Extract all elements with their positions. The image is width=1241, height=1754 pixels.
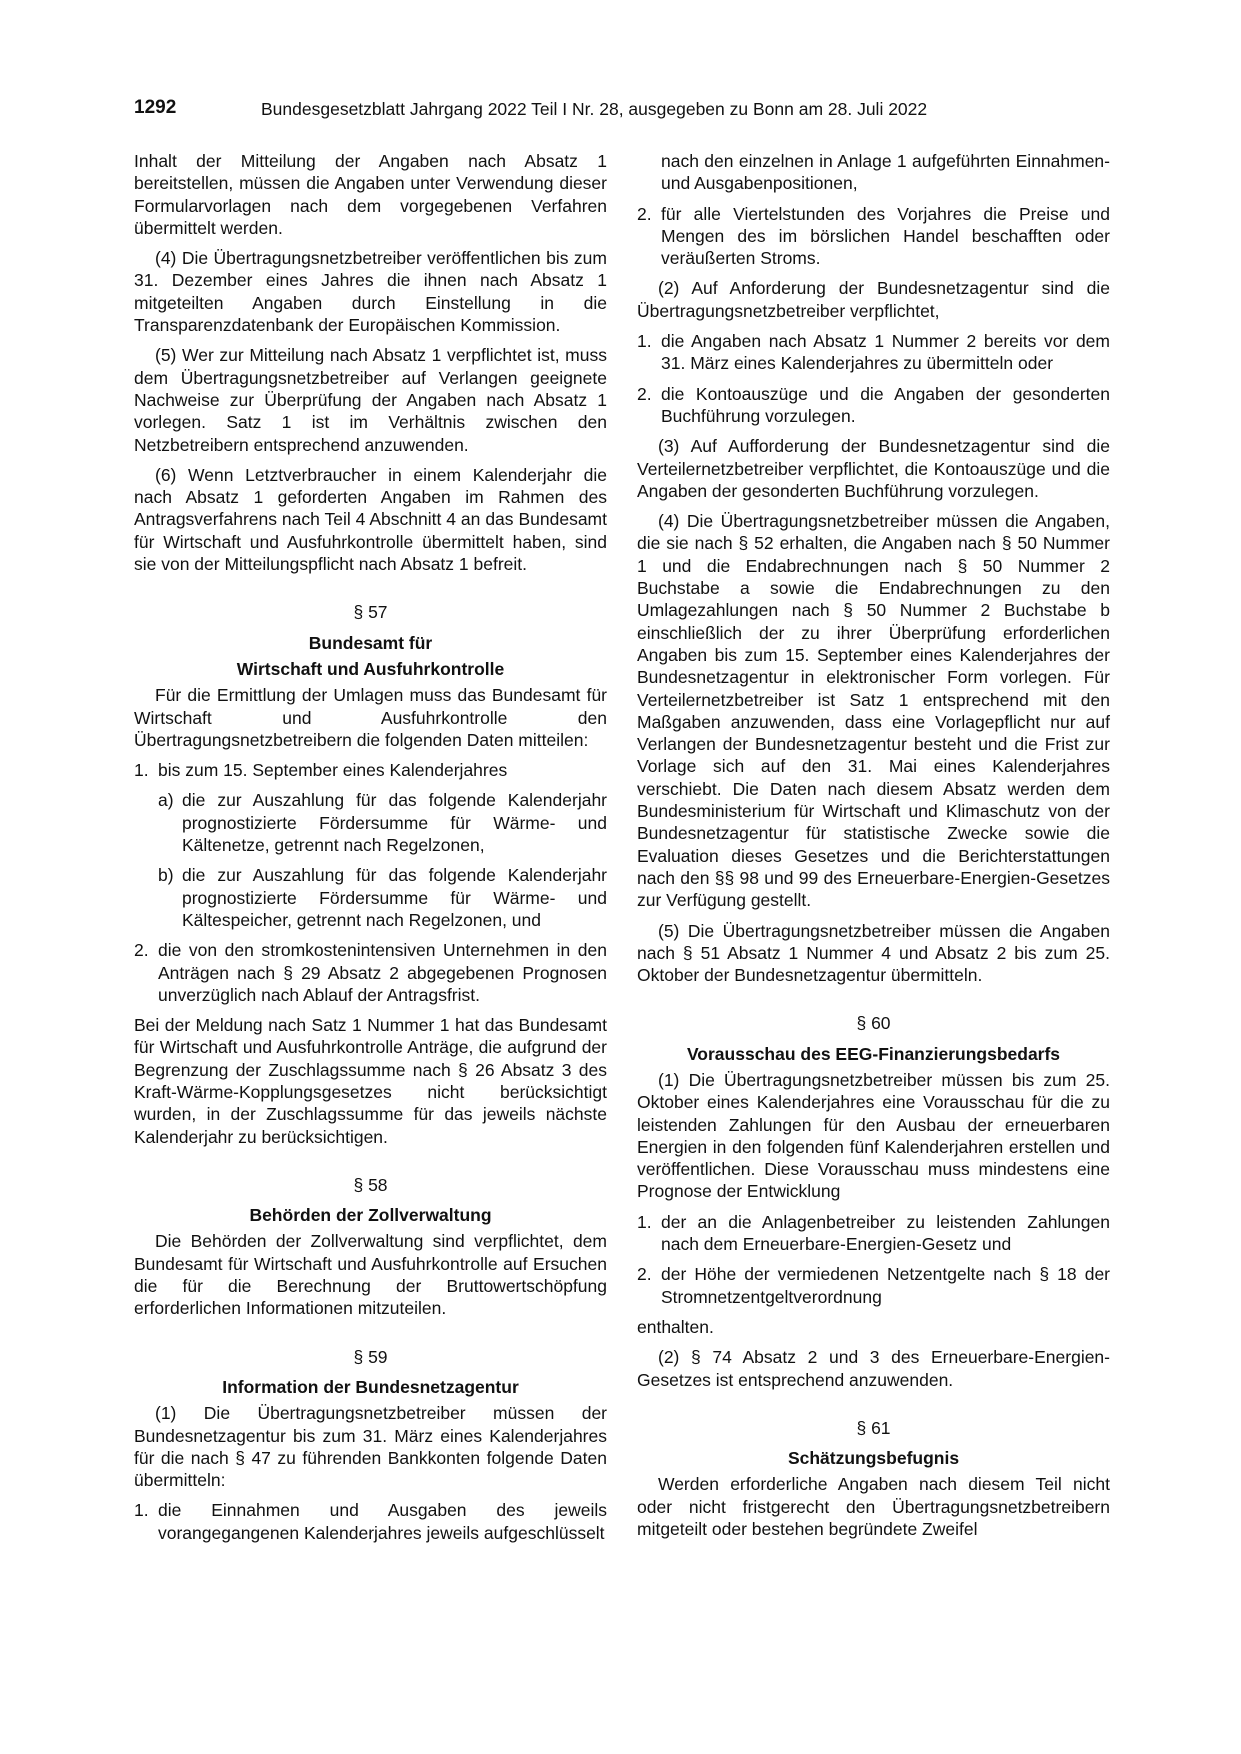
list-item: [134, 939, 607, 1006]
list-text: die von den stromkostenintensiven Unternehmen in den Anträgen nach § 29 Absatz 2 abgegebenen Prognosen unverzüglich nach Ablauf der Antragsfrist.: [158, 940, 607, 1005]
right-column: [637, 150, 1110, 1548]
section-title: Vorausschau des EEG-Finanzierungsbedarfs: [686, 1043, 1061, 1064]
section-title-line2: Wirtschaft und Ausfuhrkontrolle: [236, 658, 505, 679]
section-title: Behörden der Zollverwaltung: [249, 1205, 492, 1226]
list-text: der an die Anlagenbetreiber zu leistenden Zahlungen nach dem Erneuerbare-Energien-Gesetz und: [661, 1211, 1110, 1255]
section-59: [134, 1346, 607, 1544]
paragraph-2: (2) Auf Anforderung der Bundesnetzagentur sind die Übertragungsnetzbetreiber verpflichtet,: [637, 278, 1110, 321]
paragraph-3: (3) Auf Aufforderung der Bundesnetzagentur sind die Verteilernetzbetreiber verpflichtet, die Kontoauszüge und die Angaben der gesonderten Buchführung vorzulegen.: [637, 436, 1110, 501]
paragraph-4: (4) Die Übertragungsnetzbetreiber veröffentlichen bis zum 31. Dezember eines Jahres die ihnen nach Absatz 1 mitgeteilten Angaben durch Einstellung in die Transparenzdatenbank der Europäischen Kommission.: [134, 248, 607, 336]
list-item: [637, 203, 1110, 270]
section-60: [637, 1012, 1110, 1390]
page-number: 1292: [134, 97, 177, 118]
section-title: Information der Bundesnetzagentur: [222, 1376, 519, 1397]
list-number: 2.: [637, 1264, 652, 1285]
section-paragraph-1: (1) Die Übertragungsnetzbetreiber müssen der Bundesnetzagentur bis zum 31. März eines Kalenderjahres für die nach § 47 zu führenden Bankkonten folgende Daten übermitteln:: [134, 1403, 607, 1491]
section-number: § 59: [353, 1346, 388, 1367]
list-item-continued: [637, 150, 1110, 195]
list-item: [134, 1499, 607, 1544]
sub-list-text: die zur Auszahlung für das folgende Kalenderjahr prognostizierte Fördersumme für Wärme- und Kältenetze, getrennt nach Regelzonen,: [182, 790, 607, 856]
list-number: 2.: [637, 203, 652, 224]
list-number: 1.: [637, 1211, 652, 1232]
list-number: 1.: [134, 1500, 149, 1521]
list-item: [637, 1263, 1110, 1308]
list-text: bis zum 15. September eines Kalenderjahres: [158, 760, 508, 781]
list-text: die Angaben nach Absatz 1 Nummer 2 bereits vor dem 31. März eines Kalenderjahres zu übermitteln oder: [661, 331, 1110, 374]
sub-list-text: die zur Auszahlung für das folgende Kalenderjahr prognostizierte Fördersumme für Wärme- und Kältespeicher, getrennt nach Regelzonen, und: [182, 865, 607, 930]
list-text: für alle Viertelstunden des Vorjahres die Preise und Mengen des im börslichen Handel beschafften oder veräußerten Stroms.: [661, 203, 1110, 269]
list-item: [134, 759, 607, 781]
list-number: 1.: [637, 331, 652, 352]
section-number: § 61: [856, 1417, 891, 1438]
list-text: nach den einzelnen in Anlage 1 aufgeführten Einnahmen- und Ausgabenpositionen,: [661, 151, 1110, 194]
paragraph-5: (5) Die Übertragungsnetzbetreiber müssen die Angaben nach § 51 Absatz 1 Nummer 4 und Absatz 2 bis zum 25. Oktober der Bundesnetzagentur übermitteln.: [637, 920, 1110, 986]
list-number: 2.: [134, 940, 149, 961]
section-title: Schätzungsbefugnis: [787, 1448, 960, 1469]
paragraph-5: (5) Wer zur Mitteilung nach Absatz 1 verpflichtet ist, muss dem Übertragungsnetzbetreiber auf Verlangen geeignete Nachweise zur Überprüfung der Angaben nach Absatz 1 vorlegen. Satz 1 ist im Verhältnis zwischen den Netzbetreibern entsprechend anzuwenden.: [134, 345, 607, 455]
paragraph-continued: Inhalt der Mitteilung der Angaben nach Absatz 1 bereitstellen, müssen die Angaben unter Verwendung dieser Formularvorlagen nach dem vorgegebenen Verfahren übermittelt werden.: [134, 151, 607, 238]
list-text: die Einnahmen und Ausgaben des jeweils vorangegangenen Kalenderjahres jeweils aufgeschlüsselt: [158, 1500, 607, 1543]
sub-list-letter: a): [158, 790, 174, 811]
list-item: [637, 1211, 1110, 1256]
section-61: [637, 1417, 1110, 1540]
sub-list-letter: b): [158, 865, 174, 886]
list-number: 2.: [637, 383, 652, 404]
list-text: die Kontoauszüge und die Angaben der gesonderten Buchführung vorzulegen.: [661, 383, 1110, 426]
section-number: § 60: [856, 1013, 891, 1034]
sub-list-item: [134, 789, 607, 856]
section-closing: enthalten.: [637, 1316, 714, 1337]
list-number: 1.: [134, 760, 149, 781]
paragraph-4: (4) Die Übertragungsnetzbetreiber müssen die Angaben, die sie nach § 52 erhalten, die Angaben nach § 50 Nummer 1 und die Endabrechnungen nach § 50 Nummer 2 Buchstabe a sowie die Endabrechnungen zu den Umlagezahlungen nach § 50 Nummer 2 Buchstabe b einschließlich der zu ihrer Überprüfung erforderlichen Angaben bis zum 15. September eines Kalenderjahres der Bundesnetzagentur in elektronischer Form vorlegen. Für Verteilernetzbetreiber ist Satz 1 entsprechend mit den Maßgaben anzuwenden, dass eine Vorlagepflicht nur auf Verlangen der Bundesnetzagentur besteht und die Frist zur Vorlage sich auf den 31. Mai eines Kalenderjahres verschiebt. Die Daten nach diesem Absatz werden dem Bundesministerium für Wirtschaft und Klimaschutz von der Bundesnetzagentur für statistische Zwecke sowie die Evaluation dieses Gesetzes und die Berichterstattungen nach den §§ 98 und 99 des Erneuerbare-Energien-Gesetzes zur Verfügung gestellt.: [637, 511, 1110, 911]
section-paragraph-2: (2) § 74 Absatz 2 und 3 des Erneuerbare-Energien-Gesetzes ist entsprechend anzuwenden.: [637, 1347, 1110, 1390]
section-58: [134, 1174, 607, 1320]
section-number: § 58: [353, 1174, 388, 1195]
paragraph-6: (6) Wenn Letztverbraucher in einem Kalenderjahr die nach Absatz 1 geforderten Angaben im Rahmen des Antragsverfahrens nach Teil 4 Abschnitt 4 an das Bundesamt für Wirtschaft und Ausfuhrkontrolle übermittelt haben, sind sie von der Mitteilungspflicht nach Absatz 1 befreit.: [134, 464, 607, 575]
list-text: der Höhe der vermiedenen Netzentgelte nach § 18 der Stromnetzentgeltverordnung: [661, 1264, 1110, 1307]
section-text: Die Behörden der Zollverwaltung sind verpflichtet, dem Bundesamt für Wirtschaft und Ausfuhrkontrolle auf Ersuchen die für die Berechnung der Bruttowertschöpfung erforderlichen Informationen mitzuteilen.: [134, 1231, 607, 1319]
section-text: Werden erforderliche Angaben nach diesem Teil nicht oder nicht fristgerecht den Übertragungsnetzbetreibern mitgeteilt oder bestehen begründete Zweifel: [637, 1474, 1110, 1540]
sub-list-item: [134, 864, 607, 931]
page-header: [134, 97, 1110, 127]
running-head: Bundesgesetzblatt Jahrgang 2022 Teil I Nr. 28, ausgegeben zu Bonn am 28. Juli 2022: [261, 99, 928, 119]
section-title-line1: Bundesamt für: [308, 632, 433, 653]
list-item: [637, 383, 1110, 428]
left-column: [134, 150, 607, 1552]
section-intro: Für die Ermittlung der Umlagen muss das Bundesamt für Wirtschaft und Ausfuhrkontrolle den Übertragungsnetzbetreibern die folgenden Daten mitteilen:: [134, 685, 607, 750]
section-closing: Bei der Meldung nach Satz 1 Nummer 1 hat das Bundesamt für Wirtschaft und Ausfuhrkontrolle Anträge, die aufgrund der Begrenzung der Zuschlagssumme nach § 26 Absatz 3 des Kraft-Wärme-Kopplungsgesetzes nicht berücksichtigt wurden, in der Zuschlagssumme für das jeweils nächste Kalenderjahr zu berücksichtigen.: [134, 1015, 607, 1147]
section-paragraph-1: (1) Die Übertragungsnetzbetreiber müssen bis zum 25. Oktober eines Kalenderjahres eine Vorausschau für die zu leistenden Zahlungen für den Ausbau der erneuerbaren Energien in den folgenden fünf Kalenderjahren erstellen und veröffentlichen. Diese Vorausschau muss mindestens eine Prognose der Entwicklung: [637, 1069, 1110, 1202]
list-item: [637, 330, 1110, 375]
section-number: § 57: [353, 602, 388, 623]
section-57: [134, 601, 607, 1148]
